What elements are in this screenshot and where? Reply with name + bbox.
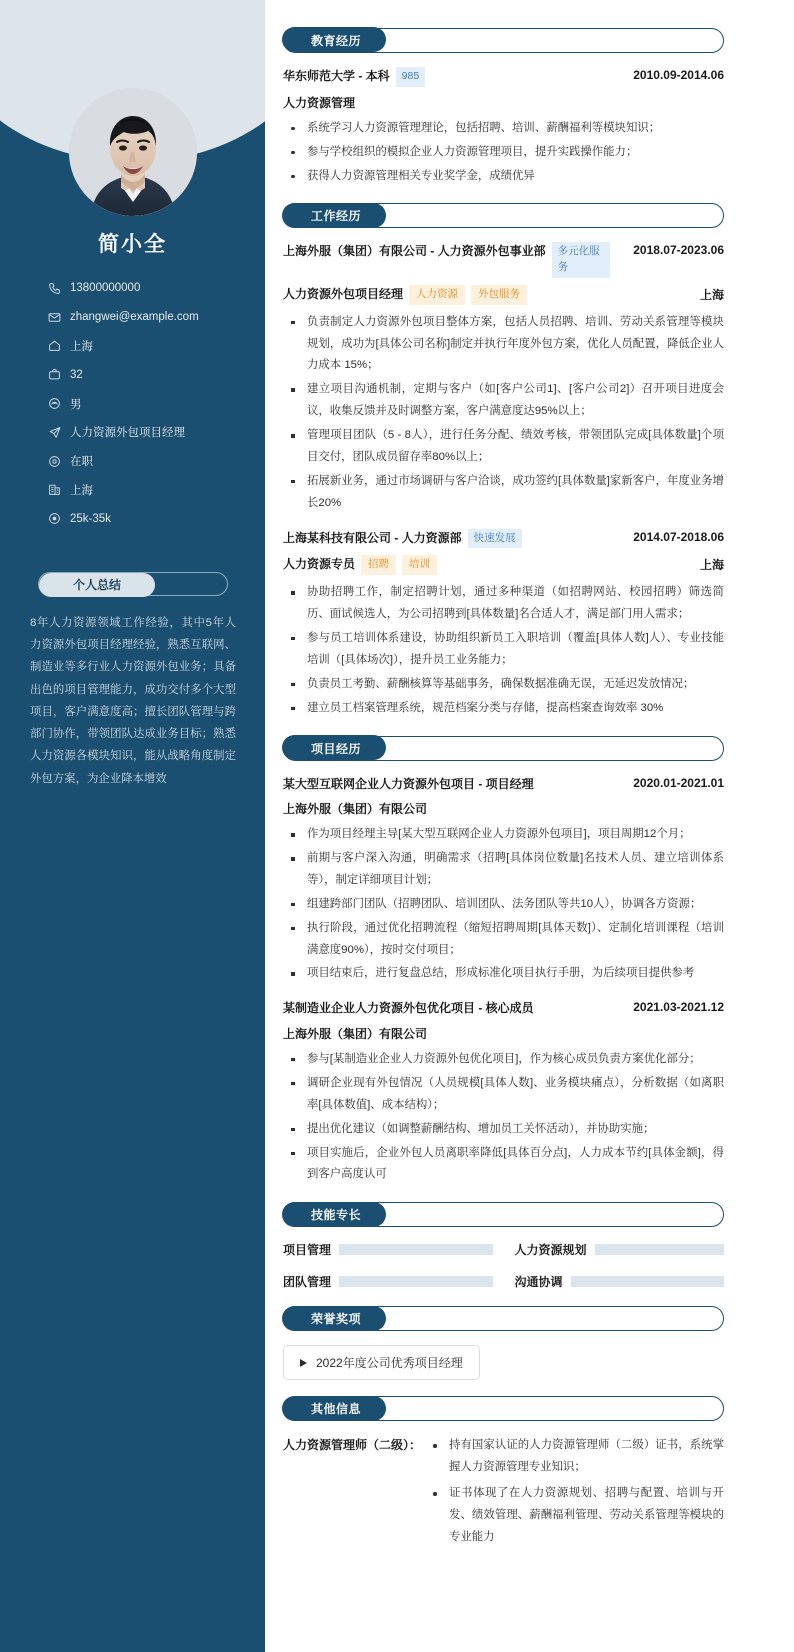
major: 人力资源管理 (283, 95, 356, 110)
gender-icon (48, 397, 70, 410)
list-item: 负责制定人力资源外包项目整体方案，包括人员招聘、培训、劳动关系管理等模块规划，成功为[具体公司名称]制定并执行年度外包方案，优化人员配置，降低企业人力成本 15%； (285, 312, 724, 378)
list-item: 建立项目沟通机制，定期与客户（如[客户公司1]、[客户公司2]）召开项目进度会议，收集反馈并及时调整方案，客户满意度达95%以上； (285, 379, 724, 423)
section-work (283, 203, 724, 719)
list-item: 前期与客户深入沟通，明确需求（招聘[具体岗位数量]名技术人员、建立培训体系等），制定详细项目计划； (285, 848, 724, 892)
contact-item-phone (48, 274, 258, 303)
section-projects (283, 736, 724, 1187)
entry-header (283, 999, 724, 1018)
summary-header (38, 572, 228, 596)
list-item: 参与[某制造业企业人力资源外包优化项目]，作为核心成员负责方案优化部分； (285, 1049, 724, 1071)
section-title: 工作经历 (310, 209, 361, 224)
contact-item-hometown (48, 332, 258, 361)
skill-name: 团队管理 (283, 1275, 332, 1290)
project-bullets (285, 1049, 724, 1186)
contact-value: 上海 (70, 484, 93, 497)
contact-item-salary (48, 504, 258, 533)
contact-item-city (48, 476, 258, 505)
other-info-row (283, 1435, 724, 1552)
section-honors (283, 1306, 724, 1380)
section-header-other (283, 1396, 724, 1421)
position-tag: 人力资源 (409, 285, 465, 305)
section-title: 教育经历 (310, 34, 361, 48)
company-tag: 快速发展 (468, 529, 522, 549)
skill-item (283, 1241, 493, 1258)
skill-name: 人力资源规划 (514, 1243, 587, 1258)
salary-icon (48, 512, 70, 525)
contact-item-gender (48, 389, 258, 418)
skill-name: 项目管理 (283, 1243, 332, 1258)
project-date: 2021.03-2021.12 (633, 1000, 724, 1015)
contact-list (48, 274, 258, 533)
section-title: 其他信息 (310, 1402, 361, 1417)
contact-value: 男 (70, 398, 82, 411)
section-header-projects (283, 736, 724, 761)
company-name: 上海某科技有限公司 - 人力资源部 (283, 530, 462, 545)
contact-item-email (48, 303, 258, 332)
project-company: 上海外服（集团）有限公司 (283, 802, 428, 817)
skill-bar (595, 1244, 724, 1255)
work-bullets (285, 312, 724, 515)
work-location: 上海 (699, 558, 724, 573)
work-bullets (285, 582, 724, 719)
project-company: 上海外服（集团）有限公司 (283, 1026, 428, 1041)
work-date: 2018.07-2023.06 (633, 243, 724, 258)
education-date: 2010.09-2014.06 (633, 68, 724, 82)
entry-title-group (283, 242, 610, 278)
entry-header (283, 67, 724, 87)
skill-bar (571, 1276, 724, 1287)
list-item: 执行阶段，通过优化招聘流程（缩短招聘周期[具体天数]）、定制化培训课程（培训满意度90%），按时交付项目； (285, 918, 724, 962)
home-icon (48, 339, 70, 352)
list-item: 拓展新业务，通过市场调研与客户洽谈，成功签约[具体数量]家新客户，年度业务增长20% (285, 471, 724, 515)
project-date: 2020.01-2021.01 (633, 775, 724, 790)
position-tag: 培训 (402, 555, 437, 575)
section-header-honors (283, 1306, 724, 1331)
list-item: 提出优化建议（如调整薪酬结构、增加员工关怀活动），并协助实施； (285, 1119, 724, 1141)
phone-icon (48, 282, 70, 295)
contact-value: 32 (70, 368, 83, 381)
section-header-education (283, 28, 724, 53)
project-name: 某大型互联网企业人力资源外包项目 - 项目经理 (283, 776, 534, 791)
section-skills (283, 1202, 724, 1290)
skill-item (515, 1241, 725, 1258)
list-item: 调研企业现有外包情况（人员规模[具体人数]、业务模块痛点），分析数据（如离职率[具体数值]、成本结构）； (285, 1073, 724, 1117)
contact-item-status (48, 447, 258, 476)
play-triangle-icon (300, 1359, 307, 1367)
mail-icon (48, 311, 70, 324)
contact-item-role (48, 418, 258, 447)
list-item: 项目结束后，进行复盘总结，形成标准化项目执行手册，为后续项目提供参考 (285, 963, 724, 985)
entry-header (283, 242, 724, 278)
entry-header (283, 529, 724, 549)
contact-value: 上海 (70, 340, 93, 353)
position-title: 人力资源外包项目经理 (283, 286, 404, 301)
education-bullets (285, 118, 724, 188)
project-entry (283, 775, 724, 986)
work-entry (283, 242, 724, 514)
skill-item (283, 1273, 493, 1290)
list-item: 证书体现了在人力资源规划、招聘与配置、培训与开发、绩效管理、薪酬福利管理、劳动关系管理等模块的专业能力 (427, 1483, 724, 1549)
contact-item-age (48, 360, 258, 389)
list-item: 协助招聘工作，制定招聘计划，通过多种渠道（如招聘网站、校园招聘）筛选简历、面试候选人，为公司招聘到[具体数量]名合适人才，满足部门用人需求； (285, 582, 724, 626)
entry-header (283, 775, 724, 794)
company-tag: 多元化服务 (552, 242, 610, 278)
school-tag: 985 (396, 67, 426, 87)
work-date: 2014.07-2018.06 (633, 529, 724, 544)
section-title: 项目经历 (310, 741, 361, 756)
certificate-body (425, 1435, 724, 1552)
position-title: 人力资源专员 (283, 557, 356, 572)
list-item: 项目实施后，企业外包人员离职率降低[具体百分点]，人力成本节约[具体金额]，得到客户高度认可 (285, 1143, 724, 1187)
list-item: 持有国家认证的人力资源管理师（二级）证书，系统掌握人力资源管理专业知识； (427, 1435, 724, 1479)
skills-grid (283, 1241, 724, 1290)
list-item: 作为项目经理主导[某大型互联网企业人力资源外包项目]，项目周期12个月； (285, 824, 724, 846)
position-group (283, 285, 527, 305)
company-name: 上海外服（集团）有限公司 - 人力资源外包事业部 (283, 244, 546, 259)
main-content (265, 0, 794, 1652)
list-item: 负责员工考勤、薪酬核算等基础事务，确保数据准确无误，无延迟发放情况； (285, 674, 724, 696)
work-location: 上海 (699, 287, 724, 302)
list-item: 管理项目团队（5 - 8人），进行任务分配、绩效考核，带领团队完成[具体数量]个项目交付，团队成员留存率80%以上； (285, 425, 724, 469)
certificate-label: 人力资源管理师（二级）： (283, 1438, 422, 1453)
person-name: 简小全 (98, 233, 167, 256)
send-icon (48, 426, 70, 439)
skill-item (515, 1273, 725, 1290)
status-icon (48, 455, 70, 468)
honor-label: 2022年度公司优秀项目经理 (316, 1356, 463, 1371)
position-row (283, 555, 724, 575)
list-item: 参与员工培训体系建设，协助组织新员工入职培训（覆盖[具体人数]人）、专业技能培训（[具体场次]），提升员工业务能力； (285, 628, 724, 672)
project-entry (283, 999, 724, 1186)
entry-title-group (283, 529, 522, 549)
sidebar (0, 0, 265, 1652)
list-item: 参与学校组织的模拟企业人力资源管理项目，提升实践操作能力； (285, 142, 724, 164)
section-title: 技能专长 (310, 1208, 361, 1223)
city-icon (48, 483, 70, 496)
contact-value: 在职 (70, 456, 93, 469)
briefcase-icon (48, 368, 70, 381)
avatar-photo (69, 88, 197, 216)
section-title: 荣誉奖项 (310, 1312, 361, 1327)
honor-item[interactable] (283, 1345, 480, 1380)
section-header-work (283, 203, 724, 228)
list-item: 系统学习人力资源管理理论，包括招聘、培训、薪酬福利等模块知识； (285, 118, 724, 140)
summary-title: 个人总结 (72, 578, 121, 592)
entry-title-group (283, 67, 425, 87)
list-item: 获得人力资源管理相关专业奖学金，成绩优异 (285, 166, 724, 188)
position-group (283, 555, 437, 575)
education-entry (283, 67, 724, 187)
list-item: 建立员工档案管理系统，规范档案分类与存储，提高档案查询效率 30% (285, 698, 724, 720)
section-header-skills (283, 1202, 724, 1227)
summary-block (22, 572, 244, 790)
skill-name: 沟通协调 (514, 1275, 563, 1290)
work-entry (283, 529, 724, 720)
section-other (283, 1396, 724, 1552)
project-bullets (285, 824, 724, 985)
skill-bar (339, 1244, 492, 1255)
project-name: 某制造业企业人力资源外包优化项目 - 核心成员 (283, 1001, 534, 1016)
position-tag: 外包服务 (471, 285, 527, 305)
contact-value: 13800000000 (70, 282, 141, 295)
summary-text: 8年人力资源领域工作经验，其中5年人力资源外包项目经理经验，熟悉互联网、制造业等多行业人力资源外包业务；具备出色的项目管理能力，成功交付多个大型项目，客户满意度高；擅长团队管理与跨部门协作，带领团队达成业务目标；熟悉人力资源各模块知识，能从战略角度制定外包方案，为企业降本增效 (30, 617, 236, 785)
school-name: 华东师范大学 - 本科 (283, 69, 390, 83)
contact-value: zhangwei@example.com (70, 311, 199, 324)
section-education (283, 28, 724, 187)
avatar (69, 88, 197, 216)
position-row (283, 285, 724, 305)
position-tag: 招聘 (361, 555, 396, 575)
contact-value: 人力资源外包项目经理 (70, 427, 185, 440)
contact-value: 25k-35k (70, 512, 111, 525)
list-item: 组建跨部门团队（招聘团队、培训团队、法务团队等共10人），协调各方资源； (285, 894, 724, 916)
skill-bar (339, 1276, 492, 1287)
other-bullets (427, 1435, 724, 1548)
